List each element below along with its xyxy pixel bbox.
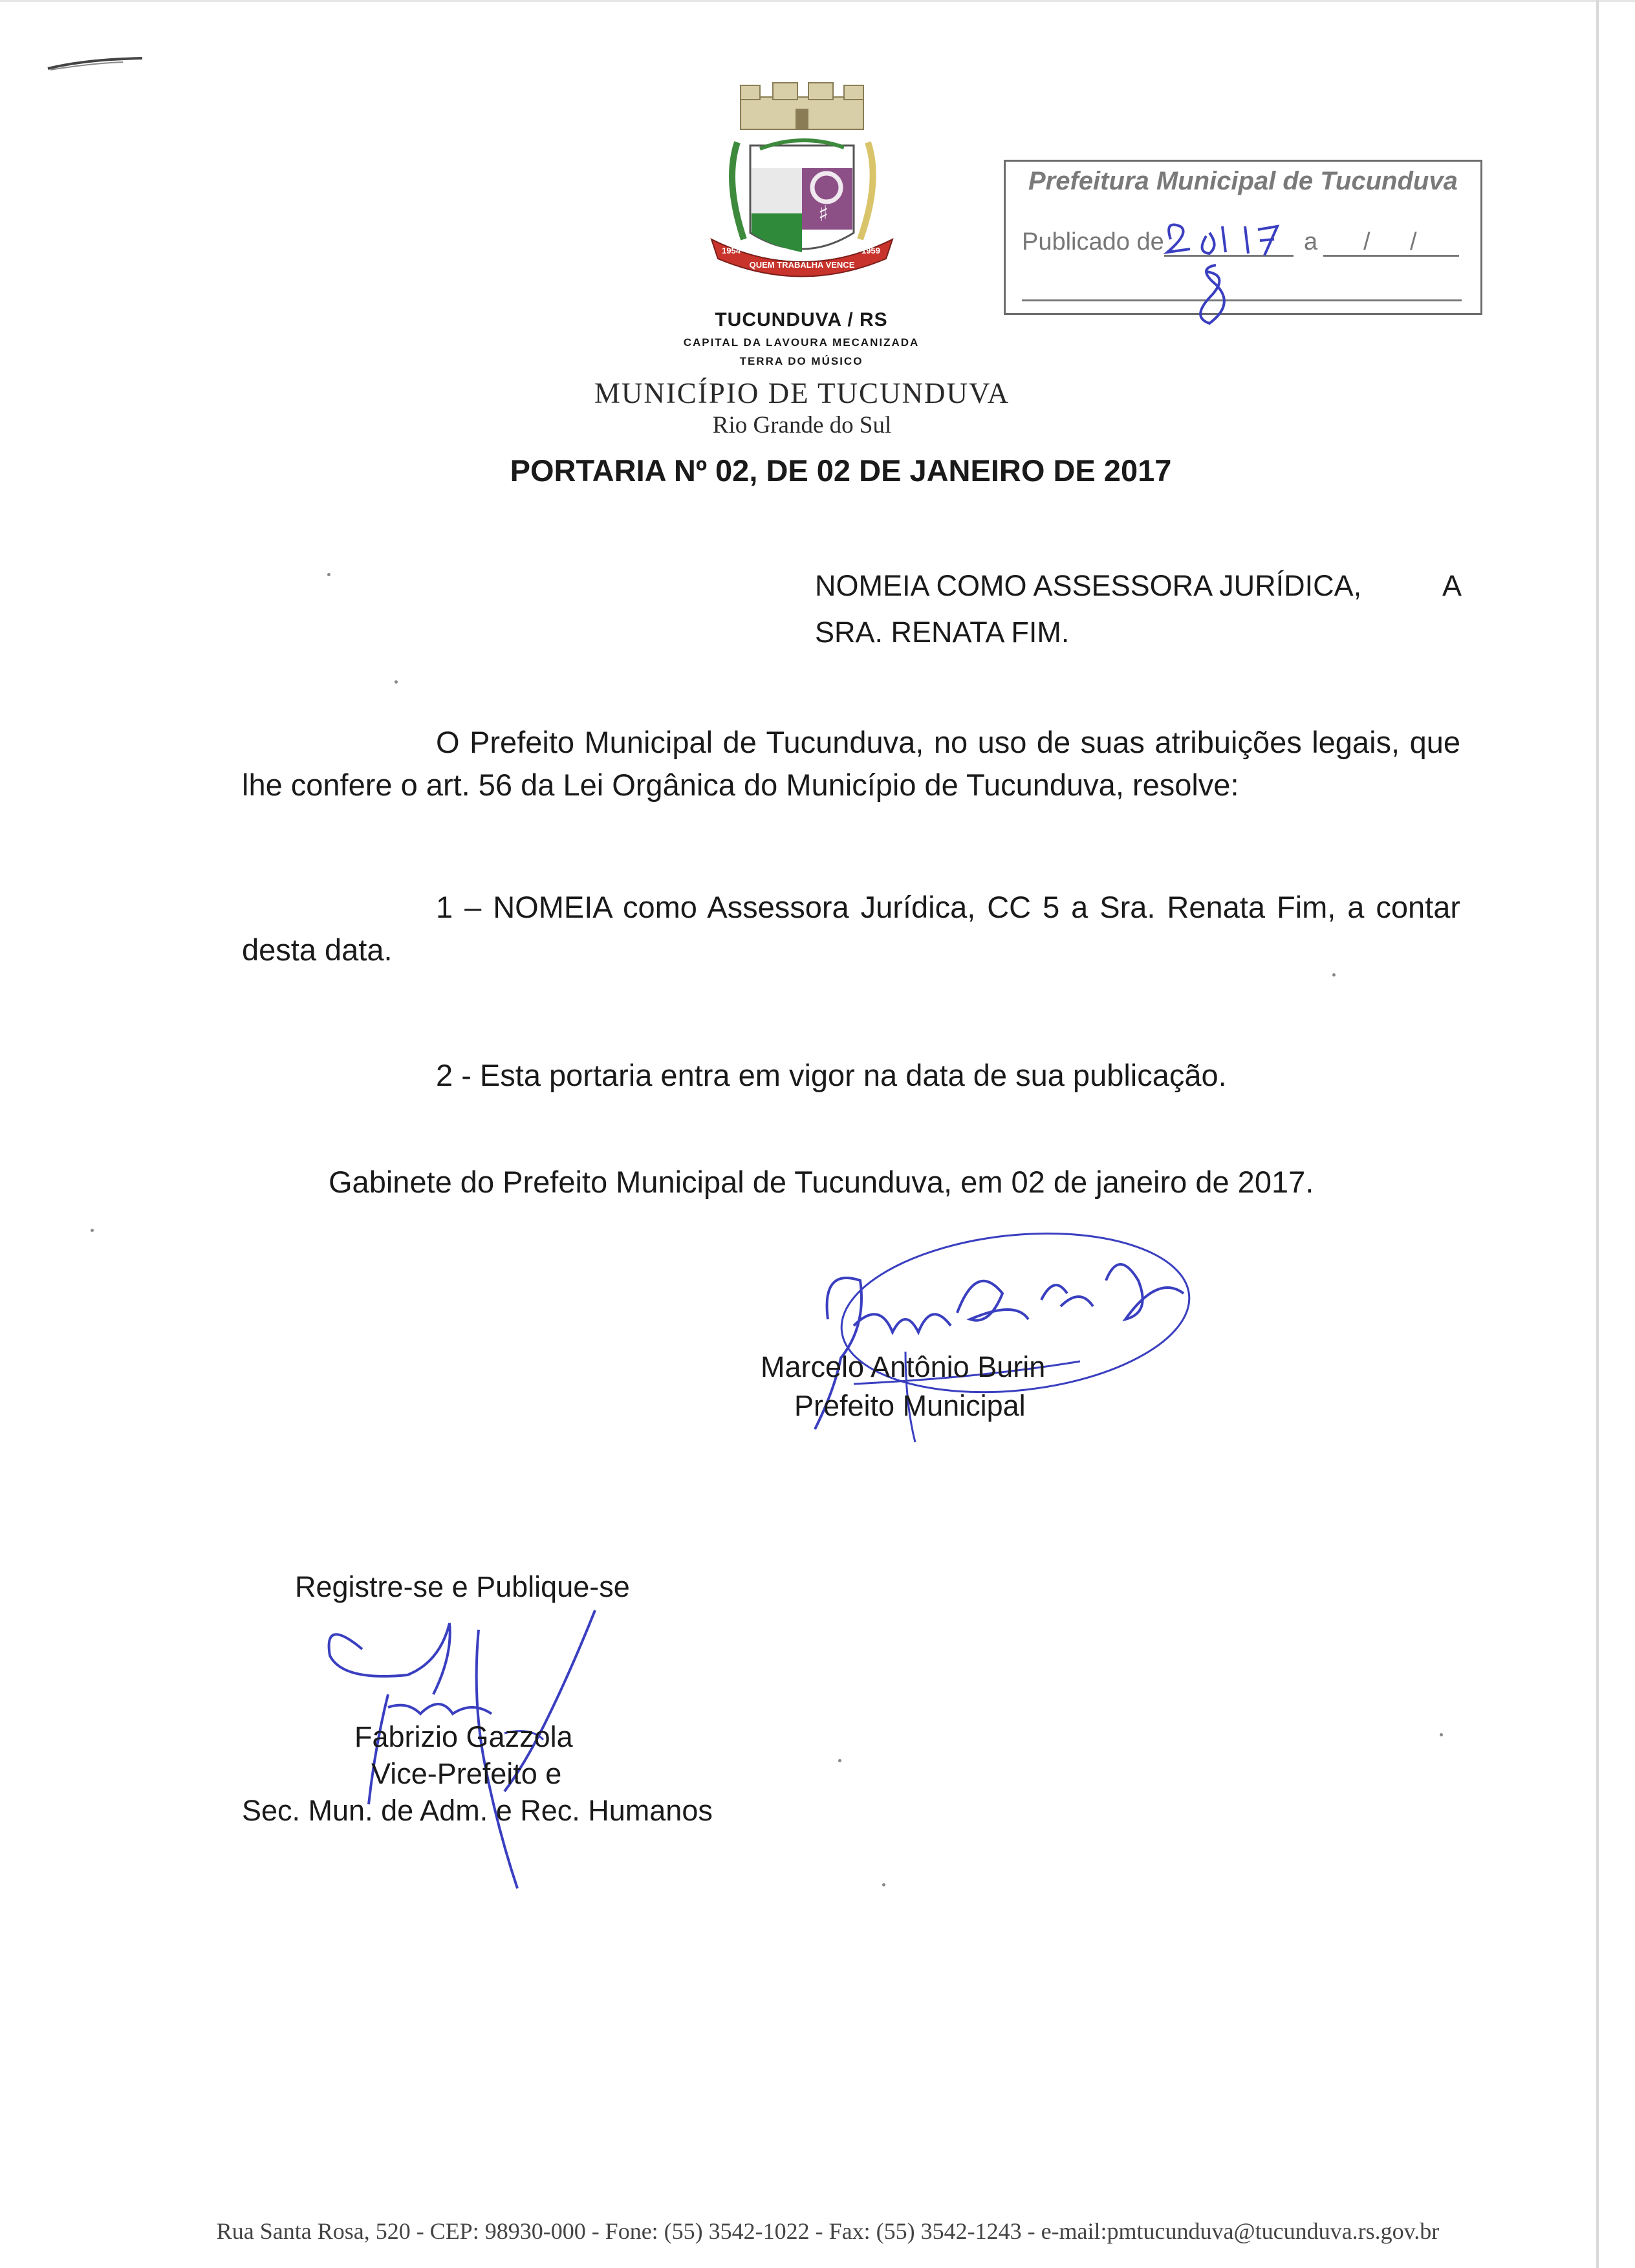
stamp-date-blank-2 bbox=[1323, 255, 1459, 257]
municipality-name: MUNICÍPIO DE TUCUNDUVA bbox=[594, 377, 1010, 409]
crest-year-right: 1959 bbox=[861, 246, 880, 255]
footer-address: Rua Santa Rosa, 520 - CEP: 98930-000 - Fone: (55) 3542-1022 - Fax: (55) 3542-1243 - e-mail:pmtucunduva@tucunduva.rs.gov.br bbox=[216, 2218, 1440, 2244]
mayor-role: Prefeito Municipal bbox=[794, 1389, 1026, 1422]
ementa-block bbox=[815, 563, 1462, 656]
scan-speck bbox=[327, 573, 330, 576]
page-top-edge bbox=[0, 0, 1635, 2]
state-name: Rio Grande do Sul bbox=[712, 412, 892, 438]
scan-speck bbox=[395, 680, 398, 684]
scan-speck bbox=[91, 1229, 94, 1232]
page-right-edge bbox=[1596, 0, 1599, 2268]
town-subtitle-1: CAPITAL DA LAVOURA MECANIZADA bbox=[683, 336, 920, 349]
mayor-name: Marcelo Antônio Burin bbox=[761, 1350, 1046, 1383]
scan-speck bbox=[1440, 1733, 1443, 1736]
stamp-published-label: Publicado de bbox=[1022, 228, 1164, 255]
preamble-paragraph: O Prefeito Municipal de Tucunduva, no uso de suas atribuições legais, que lhe confere o art. 56 da Lei Orgânica do Município de Tucunduva, resolve: bbox=[242, 725, 1460, 802]
vice-mayor-role-2: Sec. Mun. de Adm. e Rec. Humanos bbox=[242, 1794, 713, 1827]
ementa-line-1-main: NOMEIA COMO ASSESSORA JURÍDICA, bbox=[815, 569, 1362, 602]
stamp-date-separator-1: / bbox=[1363, 228, 1370, 255]
closing-paragraph: Gabinete do Prefeito Municipal de Tucunduva, em 02 de janeiro de 2017. bbox=[329, 1165, 1314, 1199]
scan-speck bbox=[882, 1883, 885, 1886]
town-title: TUCUNDUVA / RS bbox=[715, 309, 888, 330]
vice-mayor-name: Fabrizio Gazzola bbox=[354, 1720, 573, 1753]
municipal-coat-of-arms bbox=[698, 71, 905, 297]
stamp-date-separator-2: / bbox=[1410, 228, 1417, 255]
vice-mayor-role-1: Vice-Prefeito e bbox=[371, 1757, 562, 1790]
crest-motto: QUEM TRABALHA VENCE bbox=[749, 260, 855, 270]
ementa-line-1 bbox=[815, 563, 1462, 609]
ementa-line-2: SRA. RENATA FIM. bbox=[815, 616, 1070, 649]
town-subtitle-2: TERRA DO MÚSICO bbox=[739, 355, 863, 367]
stamp-handwritten-date bbox=[1145, 207, 1339, 336]
crest-year-left: 1954 bbox=[722, 246, 741, 255]
article-2-paragraph: 2 - Esta portaria entra em vigor na data de sua publicação. bbox=[436, 1058, 1227, 1092]
scan-speck bbox=[1332, 973, 1336, 977]
pen-mark bbox=[45, 53, 149, 72]
registration-text: Registre-se e Publique-se bbox=[295, 1570, 630, 1603]
svg-text:♯: ♯ bbox=[818, 201, 829, 227]
stamp-between: a bbox=[1304, 228, 1318, 255]
scan-speck bbox=[838, 1759, 841, 1762]
article-1-paragraph: 1 – NOMEIA como Assessora Jurídica, CC 5 a Sra. Renata Fim, a contar desta data. bbox=[242, 890, 1460, 967]
stamp-title: Prefeitura Municipal de Tucunduva bbox=[1028, 167, 1458, 195]
ementa-line-1-end: A bbox=[1442, 569, 1462, 602]
document-title: PORTARIA Nº 02, DE 02 DE JANEIRO DE 2017 bbox=[510, 453, 1172, 488]
